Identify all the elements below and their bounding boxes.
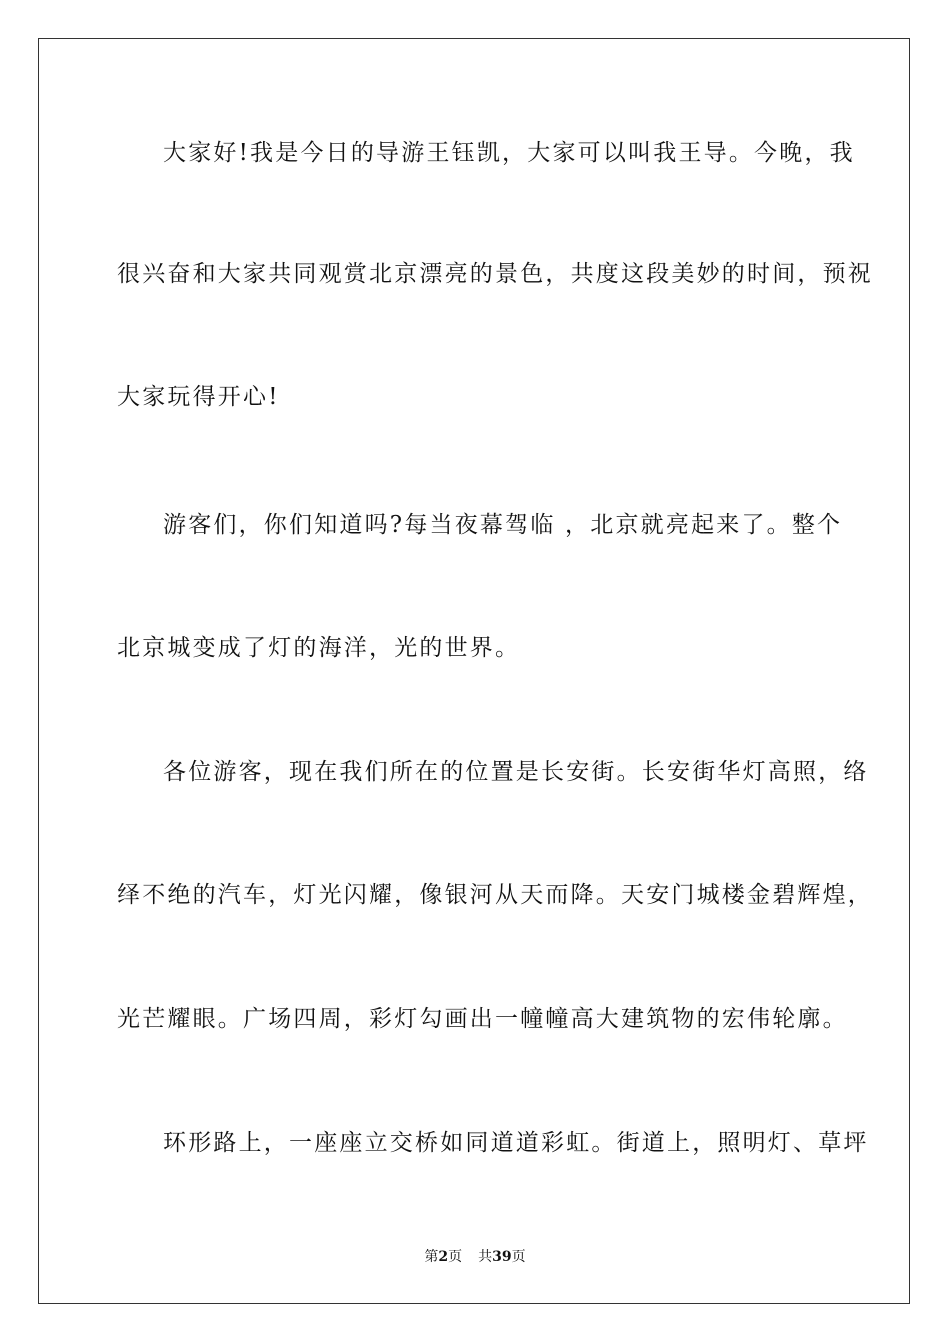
footer-page-number: 2 bbox=[438, 1249, 449, 1265]
footer-total-pages: 39 bbox=[492, 1249, 512, 1265]
footer-page-prefix: 第 bbox=[424, 1249, 439, 1265]
footer-total-suffix: 页 bbox=[511, 1249, 526, 1265]
paragraph-1-line-3: 大家玩得开心! bbox=[117, 384, 280, 410]
footer-total-prefix: 共 bbox=[478, 1249, 493, 1265]
paragraph-2-line-2: 北京城变成了灯的海洋，光的世界。 bbox=[117, 635, 521, 661]
paragraph-4-line-1: 环形路上，一座座立交桥如同道道彩虹。街道上，照明灯、草坪 bbox=[163, 1130, 869, 1156]
paragraph-1-line-2: 很兴奋和大家共同观赏北京漂亮的景色，共度这段美妙的时间，预祝 bbox=[117, 261, 873, 287]
paragraph-3-line-1: 各位游客，现在我们所在的位置是长安街。长安街华灯高照，络 bbox=[163, 759, 869, 785]
footer-page-suffix: 页 bbox=[448, 1249, 463, 1265]
paragraph-1-line-1: 大家好!我是今日的导游王钰凯，大家可以叫我王导。今晚，我 bbox=[163, 140, 855, 166]
paragraph-2-line-1: 游客们，你们知道吗?每当夜幕驾临 ，北京就亮起来了。整个 bbox=[163, 512, 843, 538]
paragraph-3-line-3: 光芒耀眼。广场四周，彩灯勾画出一幢幢高大建筑物的宏伟轮廓。 bbox=[117, 1006, 848, 1032]
page-border bbox=[38, 38, 910, 1304]
paragraph-3-line-2: 绎不绝的汽车，灯光闪耀，像银河从天而降。天安门城楼金碧辉煌， bbox=[117, 882, 873, 908]
page-footer bbox=[0, 1248, 950, 1266]
